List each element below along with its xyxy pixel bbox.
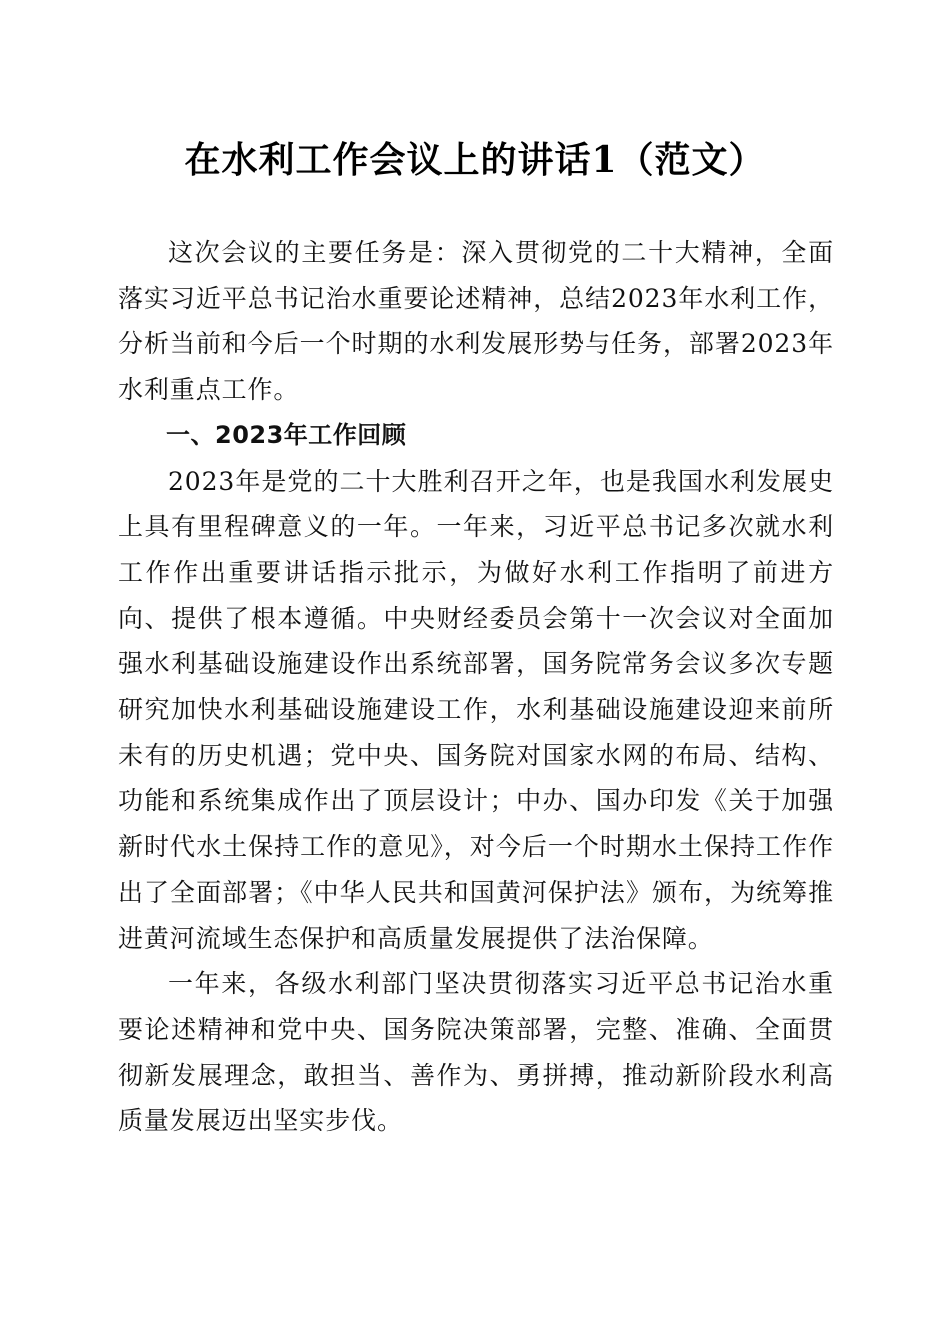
document-body <box>118 230 834 1144</box>
section-heading: 一、2023年工作回顾 <box>166 420 407 449</box>
review-paragraph: 2023年是党的二十大胜利召开之年，也是我国水利发展史上具有里程碑意义的一年。一年来，习近平总书记多次就水利工作作出重要讲话指示批示，为做好水利工作指明了前进方向、提供了根本遵循。中央财经委员会第十一次会议对全面加强水利基础设施建设作出系统部署，国务院常务会议多次专题研究加快水利基础设施建设工作，水利基础设施建设迎来前所未有的历史机遇；党中央、国务院对国家水网的布局、结构、功能和系统集成作出了顶层设计；中办、国办印发《关于加强新时代水土保持工作的意见》，对今后一个时期水土保持工作作出了全面部署；《中华人民共和国黄河保护法》颁布，为统筹推进黄河流域生态保护和高质量发展提供了法治保障。 <box>118 466 834 953</box>
intro-paragraph: 这次会议的主要任务是：深入贯彻党的二十大精神，全面落实习近平总书记治水重要论述精神，总结2023年水利工作，分析当前和今后一个时期的水利发展形势与任务，部署2023年水利重点工作。 <box>118 238 834 405</box>
document-title: 在水利工作会议上的讲话1（范文） <box>184 139 766 181</box>
summary-paragraph: 一年来，各级水利部门坚决贯彻落实习近平总书记治水重要论述精神和党中央、国务院决策部署，完整、准确、全面贯彻新发展理念，敢担当、善作为、勇拼搏，推动新阶段水利高质量发展迈出坚实步伐。 <box>118 969 834 1136</box>
